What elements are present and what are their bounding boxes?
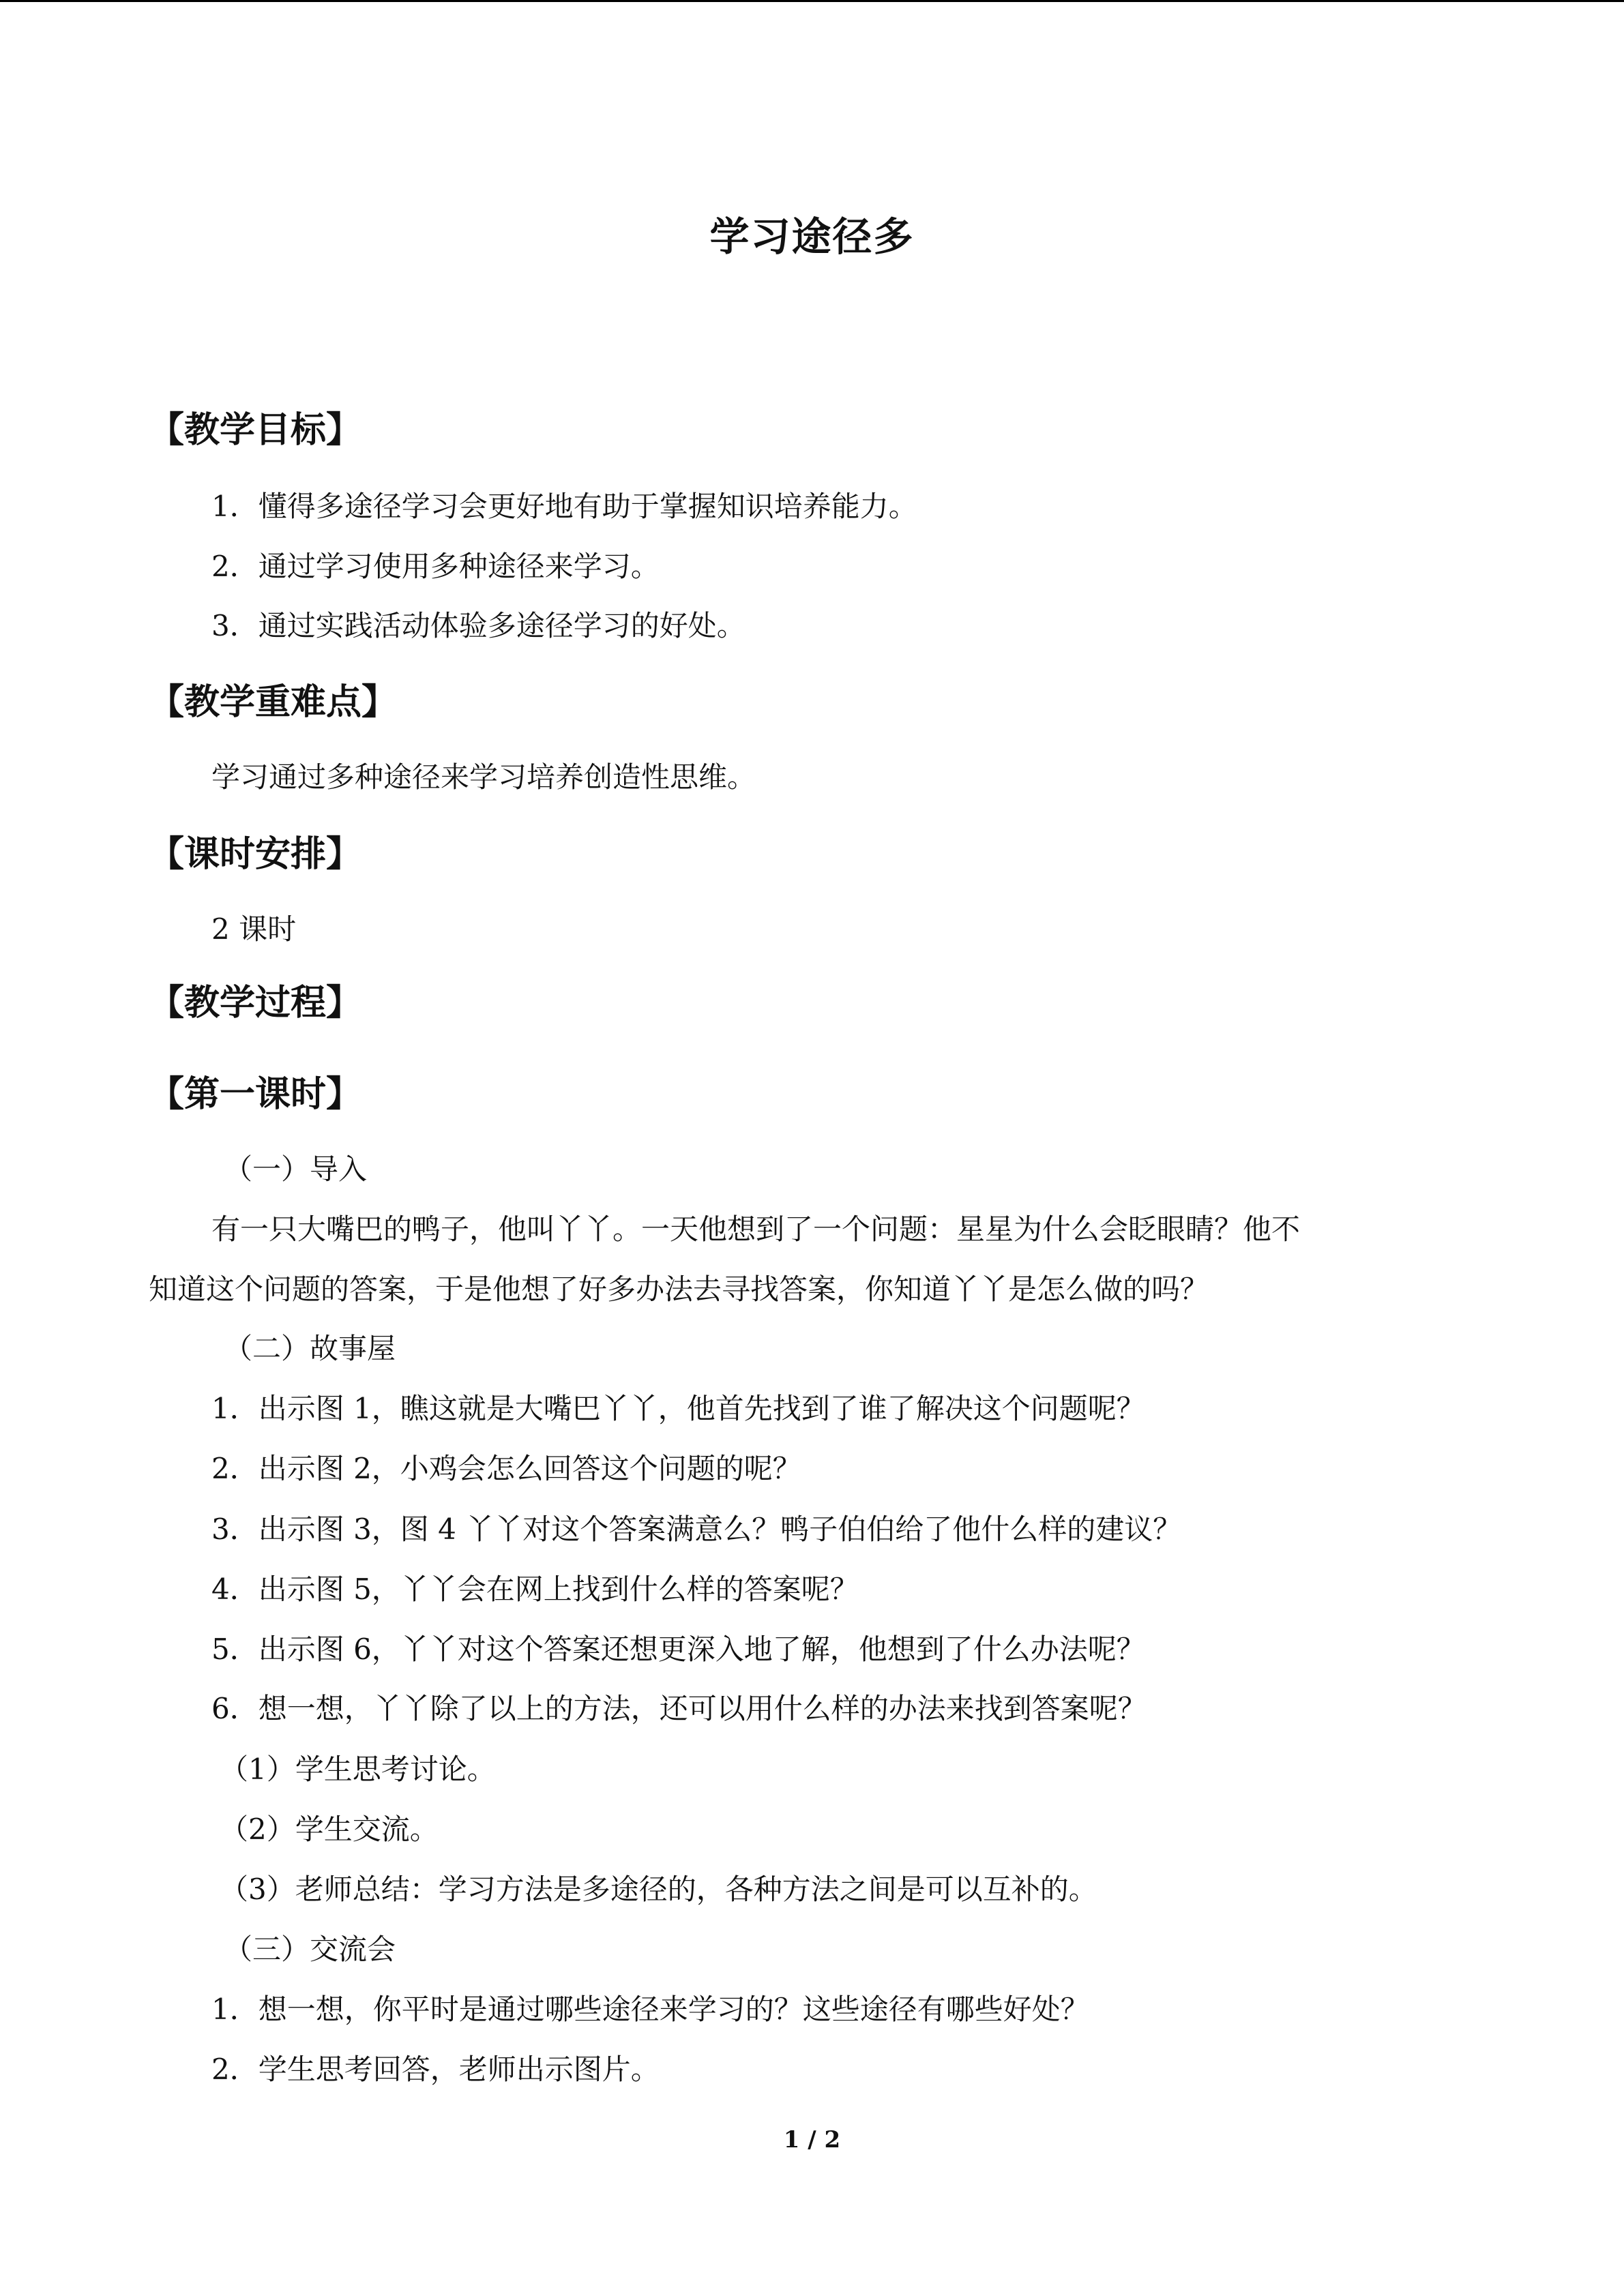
document-title: 学习途径多 (709, 213, 915, 260)
intro-label: （一）导入 (224, 1152, 368, 1186)
objective-item-3: 3．通过实践活动体验多途径学习的好处。 (211, 609, 745, 642)
heading-schedule: 【课时安排】 (149, 834, 362, 875)
story-item-6: 6．想一想，丫丫除了以上的方法，还可以用什么样的办法来找到答案呢？ (211, 1692, 1147, 1725)
story-item-3: 3．出示图 3，图 4 丫丫对这个答案满意么？鸭子伯伯给了他什么样的建议？ (211, 1512, 1182, 1546)
schedule-text: 2 课时 (211, 912, 297, 946)
sub-item-2: （2）学生交流。 (220, 1813, 439, 1846)
heading-process: 【教学过程】 (149, 983, 362, 1024)
intro-paragraph-line-2: 知道这个问题的答案，于是他想了好多办法去寻找答案，你知道丫丫是怎么做的吗？ (149, 1272, 1209, 1306)
story-item-1: 1．出示图 1，瞧这就是大嘴巴丫丫，他首先找到了谁了解决这个问题呢？ (211, 1392, 1145, 1425)
page-number: 1 / 2 (783, 2126, 841, 2153)
objective-item-1: 1．懂得多途径学习会更好地有助于掌握知识培养能力。 (211, 490, 917, 523)
sub-item-3: （3）老师总结：学习方法是多途径的，各种方法之间是可以互补的。 (220, 1873, 1097, 1906)
exchange-label: （三）交流会 (224, 1933, 396, 1966)
exchange-item-1: 1．想一想，你平时是通过哪些途径来学习的？这些途径有哪些好处？ (211, 1993, 1089, 2026)
heading-key-points: 【教学重难点】 (149, 682, 398, 723)
objective-item-2: 2．通过学习使用多种途径来学习。 (211, 550, 660, 583)
sub-item-1: （1）学生思考讨论。 (220, 1753, 496, 1786)
story-item-4: 4．出示图 5，丫丫会在网上找到什么样的答案呢？ (211, 1572, 859, 1606)
story-label: （二）故事屋 (224, 1332, 396, 1365)
page-top-border (0, 0, 1624, 2)
heading-lesson-one: 【第一课时】 (149, 1074, 362, 1115)
story-item-5: 5．出示图 6，丫丫对这个答案还想更深入地了解，他想到了什么办法呢？ (211, 1632, 1145, 1666)
heading-objectives: 【教学目标】 (149, 410, 362, 451)
story-item-2: 2．出示图 2，小鸡会怎么回答这个问题的呢？ (211, 1452, 801, 1485)
key-points-text: 学习通过多种途径来学习培养创造性思维。 (211, 760, 756, 794)
intro-paragraph-line-1: 有一只大嘴巴的鸭子，他叫丫丫。一天他想到了一个问题：星星为什么会眨眼睛？他不 (211, 1212, 1301, 1246)
exchange-item-2: 2．学生思考回答，老师出示图片。 (211, 2053, 660, 2086)
